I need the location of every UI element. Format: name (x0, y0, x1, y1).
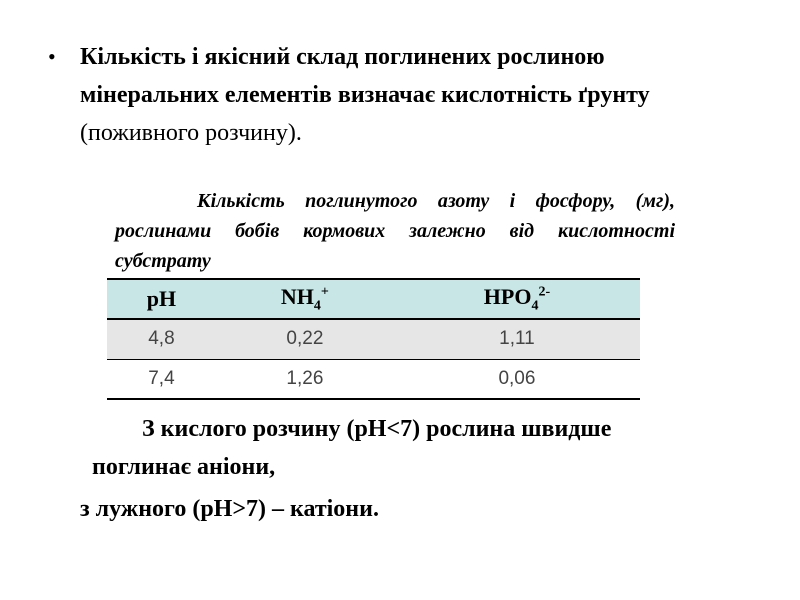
bullet-marker: • (48, 44, 56, 69)
cell-ph: 4,8 (107, 319, 216, 359)
header-nh4: $NH_4^+$ (216, 279, 394, 319)
conclusion-line2: з лужного (pH>7) – катіони. (80, 496, 379, 522)
cell-hpo4: 0,06 (394, 359, 640, 399)
header-ph: pH (107, 279, 216, 319)
cell-nh4: 1,26 (216, 359, 394, 399)
table-caption-text: Кількість поглинутого азоту і фосфору, (мг), рослинами бобів кормових залежно від кислотності субстрату (115, 190, 675, 272)
cell-nh4: 0,22 (216, 319, 394, 359)
cell-hpo4: 1,11 (394, 319, 640, 359)
table-caption (115, 186, 675, 276)
cell-ph: 7,4 (107, 359, 216, 399)
header-hpo4: $HPO_4^{2-}$ (394, 279, 640, 319)
table-row (107, 319, 640, 359)
bullet-text-bold: Кількість і якісний склад поглинених рослиною мінеральних елементів визначає кислотність ґрунту (80, 44, 650, 108)
table-header-row (107, 279, 640, 319)
bullet-text (80, 38, 748, 152)
bullet-text-normal: (поживного розчину). (80, 120, 302, 146)
table-row (107, 359, 640, 399)
data-table (107, 278, 640, 400)
conclusion-text (80, 410, 652, 522)
conclusion-line1: З кислого розчину (pH<7) рослина швидше поглинає аніони, (92, 416, 612, 480)
